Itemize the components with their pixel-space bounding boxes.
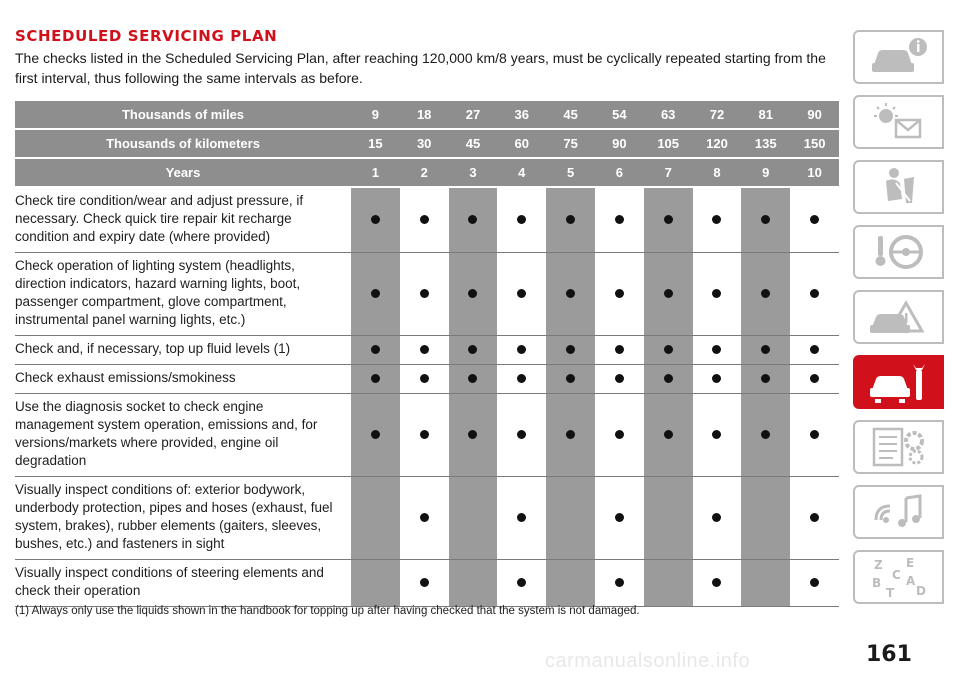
check-mark-dot	[420, 578, 429, 587]
interval-cell	[741, 365, 790, 394]
interval-cell	[546, 365, 595, 394]
interval-cell	[497, 394, 546, 477]
table-row	[15, 253, 839, 336]
interval-cell	[351, 394, 400, 477]
svg-text:T: T	[885, 586, 894, 599]
header-value: 3	[449, 158, 498, 187]
interval-cell	[595, 477, 644, 560]
interval-cell	[400, 560, 449, 607]
interval-cell	[497, 365, 546, 394]
table-row	[15, 394, 839, 477]
tab-technical-data[interactable]	[853, 420, 944, 474]
interval-cell	[693, 336, 742, 365]
header-value: 18	[400, 101, 449, 129]
footnote: (1) Always only use the liquids shown in the handbook for topping up after having checked that the system is not damaged.	[15, 605, 640, 617]
check-mark-dot	[371, 215, 380, 224]
check-mark-dot	[712, 215, 721, 224]
check-mark-dot	[468, 430, 477, 439]
interval-cell	[790, 187, 839, 253]
interval-cell	[693, 253, 742, 336]
header-value: 10	[790, 158, 839, 187]
header-value: 15	[351, 129, 400, 158]
interval-cell	[351, 560, 400, 607]
interval-cell	[790, 365, 839, 394]
interval-cell	[741, 253, 790, 336]
svg-text:D: D	[915, 584, 926, 598]
tab-emergency[interactable]	[853, 290, 944, 344]
interval-cell	[400, 187, 449, 253]
check-description: Check and, if necessary, top up fluid levels (1)	[15, 336, 351, 365]
interval-cell	[546, 477, 595, 560]
table-row	[15, 336, 839, 365]
interval-cell	[790, 394, 839, 477]
check-mark-dot	[420, 430, 429, 439]
header-value: 135	[741, 129, 790, 158]
header-value: 4	[497, 158, 546, 187]
interval-cell	[595, 365, 644, 394]
page-title: SCHEDULED SERVICING PLAN	[15, 27, 278, 45]
interval-cell	[693, 187, 742, 253]
header-value: 81	[741, 101, 790, 129]
check-mark-dot	[468, 345, 477, 354]
check-description: Visually inspect conditions of: exterior bodywork, underbody protection, pipes and hoses (exhaust, fuel system, brakes), rubber elements (gaiters, sleeves, bushes, etc.) and fasteners in sight	[15, 477, 351, 560]
check-mark-dot	[566, 345, 575, 354]
check-mark-dot	[517, 430, 526, 439]
interval-cell	[595, 560, 644, 607]
interval-cell	[644, 336, 693, 365]
interval-cell	[595, 253, 644, 336]
check-mark-dot	[712, 289, 721, 298]
check-mark-dot	[420, 215, 429, 224]
check-mark-dot	[517, 345, 526, 354]
check-mark-dot	[566, 374, 575, 383]
interval-cell	[693, 477, 742, 560]
check-mark-dot	[664, 430, 673, 439]
header-value: 5	[546, 158, 595, 187]
check-mark-dot	[664, 215, 673, 224]
header-row	[15, 101, 839, 129]
header-row	[15, 129, 839, 158]
page-number: 161	[866, 642, 912, 667]
interval-cell	[400, 253, 449, 336]
interval-cell	[400, 336, 449, 365]
interval-cell	[741, 336, 790, 365]
check-mark-dot	[468, 289, 477, 298]
check-mark-dot	[371, 430, 380, 439]
header-label: Thousands of miles	[15, 101, 351, 129]
check-description: Visually inspect conditions of steering elements and check their operation	[15, 560, 351, 607]
check-mark-dot	[712, 345, 721, 354]
chapter-tabs	[853, 30, 944, 615]
check-mark-dot	[810, 374, 819, 383]
header-label: Years	[15, 158, 351, 187]
index-icon	[866, 555, 932, 599]
header-value: 75	[546, 129, 595, 158]
check-mark-dot	[517, 374, 526, 383]
check-description: Check exhaust emissions/smokiness	[15, 365, 351, 394]
starting-driving-icon	[866, 230, 932, 274]
interval-cell	[400, 365, 449, 394]
interval-cell	[741, 187, 790, 253]
interval-cell	[449, 477, 498, 560]
interval-cell	[351, 477, 400, 560]
tab-dashboard[interactable]	[853, 95, 944, 149]
interval-cell	[449, 187, 498, 253]
check-mark-dot	[615, 345, 624, 354]
header-value: 105	[644, 129, 693, 158]
check-mark-dot	[566, 215, 575, 224]
check-mark-dot	[712, 374, 721, 383]
interval-cell	[497, 187, 546, 253]
interval-cell	[351, 187, 400, 253]
interval-cell	[790, 253, 839, 336]
check-mark-dot	[468, 215, 477, 224]
check-description: Check operation of lighting system (headlights, direction indicators, hazard warning lights, boot, passenger compartment, glove compartment, instrumental panel warning lights, etc.)	[15, 253, 351, 336]
check-mark-dot	[420, 374, 429, 383]
check-mark-dot	[664, 289, 673, 298]
check-mark-dot	[566, 289, 575, 298]
tab-starting-driving[interactable]	[853, 225, 944, 279]
table-row	[15, 187, 839, 253]
header-value: 9	[351, 101, 400, 129]
check-mark-dot	[517, 289, 526, 298]
interval-cell	[546, 394, 595, 477]
technical-data-icon	[866, 425, 932, 469]
check-description: Use the diagnosis socket to check engine management system operation, emissions and, for versions/markets where provided, engine oil degradation	[15, 394, 351, 477]
check-mark-dot	[761, 345, 770, 354]
interval-cell	[693, 365, 742, 394]
header-value: 90	[595, 129, 644, 158]
check-mark-dot	[810, 430, 819, 439]
interval-cell	[644, 394, 693, 477]
interval-cell	[644, 187, 693, 253]
header-value: 45	[546, 101, 595, 129]
check-mark-dot	[761, 215, 770, 224]
interval-cell	[351, 253, 400, 336]
header-value: 27	[449, 101, 498, 129]
check-mark-dot	[761, 289, 770, 298]
interval-cell	[497, 253, 546, 336]
interval-cell	[546, 336, 595, 365]
tab-knowing-car[interactable]	[853, 30, 944, 84]
interval-cell	[644, 253, 693, 336]
header-value: 54	[595, 101, 644, 129]
tab-multimedia[interactable]	[853, 485, 944, 539]
check-mark-dot	[517, 215, 526, 224]
header-value: 7	[644, 158, 693, 187]
check-mark-dot	[712, 578, 721, 587]
check-mark-dot	[810, 345, 819, 354]
interval-cell	[497, 560, 546, 607]
check-mark-dot	[615, 578, 624, 587]
header-value: 63	[644, 101, 693, 129]
servicing-plan-table	[15, 101, 839, 607]
check-mark-dot	[420, 345, 429, 354]
header-value: 150	[790, 129, 839, 158]
check-mark-dot	[810, 289, 819, 298]
interval-cell	[790, 560, 839, 607]
header-value: 8	[693, 158, 742, 187]
check-mark-dot	[712, 430, 721, 439]
interval-cell	[351, 336, 400, 365]
header-value: 45	[449, 129, 498, 158]
header-row	[15, 158, 839, 187]
header-value: 90	[790, 101, 839, 129]
check-mark-dot	[712, 513, 721, 522]
interval-cell	[400, 477, 449, 560]
tab-safety[interactable]	[853, 160, 944, 214]
check-mark-dot	[371, 345, 380, 354]
interval-cell	[644, 560, 693, 607]
check-mark-dot	[615, 513, 624, 522]
check-mark-dot	[810, 513, 819, 522]
check-mark-dot	[664, 374, 673, 383]
warning-lights-icon	[866, 100, 932, 144]
interval-cell	[449, 394, 498, 477]
check-mark-dot	[468, 374, 477, 383]
interval-cell	[790, 477, 839, 560]
svg-text:B: B	[871, 576, 881, 590]
table-row	[15, 365, 839, 394]
interval-cell	[741, 560, 790, 607]
car-info-icon	[866, 35, 932, 79]
interval-cell	[546, 560, 595, 607]
interval-cell	[693, 394, 742, 477]
svg-text:C: C	[891, 568, 901, 582]
interval-cell	[400, 394, 449, 477]
check-description: Check tire condition/wear and adjust pressure, if necessary. Check quick tire repair kit recharge condition and expiry date (where provided)	[15, 187, 351, 253]
svg-text:Z: Z	[873, 558, 883, 572]
check-mark-dot	[615, 430, 624, 439]
check-mark-dot	[810, 578, 819, 587]
check-mark-dot	[566, 430, 575, 439]
interval-cell	[693, 560, 742, 607]
check-mark-dot	[761, 374, 770, 383]
header-value: 120	[693, 129, 742, 158]
table-row	[15, 560, 839, 607]
safety-icon	[866, 165, 932, 209]
check-mark-dot	[517, 578, 526, 587]
interval-cell	[595, 336, 644, 365]
check-mark-dot	[664, 345, 673, 354]
interval-cell	[595, 187, 644, 253]
servicing-icon	[866, 360, 932, 404]
check-mark-dot	[420, 513, 429, 522]
interval-cell	[449, 365, 498, 394]
check-mark-dot	[615, 289, 624, 298]
interval-cell	[497, 336, 546, 365]
header-label: Thousands of kilometers	[15, 129, 351, 158]
check-mark-dot	[371, 374, 380, 383]
svg-text:A: A	[905, 574, 915, 588]
interval-cell	[644, 477, 693, 560]
header-value: 1	[351, 158, 400, 187]
intro-paragraph: The checks listed in the Scheduled Servicing Plan, after reaching 120,000 km/8 years, must be cyclically repeated starting from the first interval, thus following the same intervals as before.	[15, 50, 826, 86]
interval-cell	[449, 253, 498, 336]
header-value: 36	[497, 101, 546, 129]
header-value: 6	[595, 158, 644, 187]
header-value: 30	[400, 129, 449, 158]
check-mark-dot	[517, 513, 526, 522]
interval-cell	[497, 477, 546, 560]
watermark: carmanualsonline.info	[545, 650, 751, 672]
interval-cell	[790, 336, 839, 365]
tab-servicing[interactable]	[853, 355, 944, 409]
interval-cell	[741, 394, 790, 477]
interval-cell	[644, 365, 693, 394]
check-mark-dot	[615, 374, 624, 383]
interval-cell	[595, 394, 644, 477]
check-mark-dot	[371, 289, 380, 298]
header-value: 60	[497, 129, 546, 158]
tab-index[interactable]	[853, 550, 944, 604]
table-row	[15, 477, 839, 560]
header-value: 72	[693, 101, 742, 129]
check-mark-dot	[810, 215, 819, 224]
interval-cell	[351, 365, 400, 394]
check-mark-dot	[615, 215, 624, 224]
interval-cell	[741, 477, 790, 560]
interval-cell	[546, 253, 595, 336]
multimedia-icon	[866, 490, 932, 534]
emergency-icon	[866, 295, 932, 339]
header-value: 2	[400, 158, 449, 187]
svg-text:E: E	[905, 556, 914, 570]
check-mark-dot	[761, 430, 770, 439]
header-value: 9	[741, 158, 790, 187]
interval-cell	[546, 187, 595, 253]
check-mark-dot	[420, 289, 429, 298]
interval-cell	[449, 336, 498, 365]
interval-cell	[449, 560, 498, 607]
